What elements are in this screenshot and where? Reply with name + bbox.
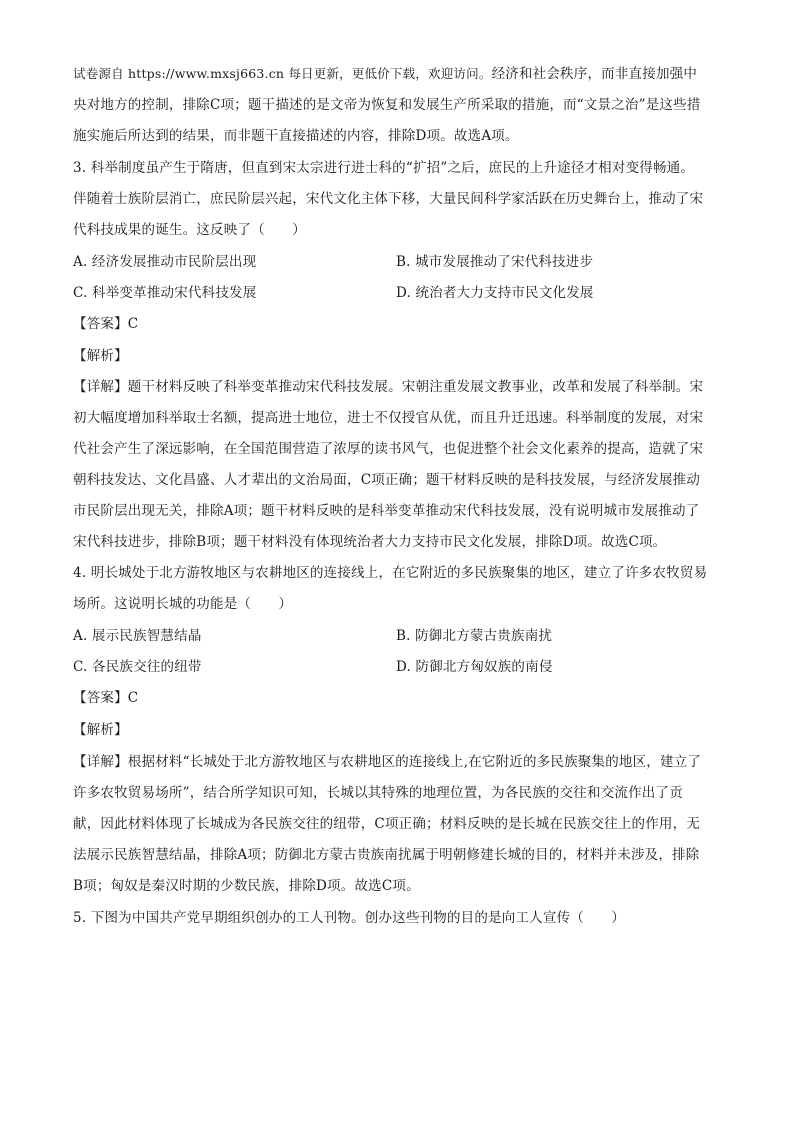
option-d: D. 统治者大力支持市民文化发展 [396, 285, 594, 301]
question-stem: 场所。这说明长城的功能是（ ） [73, 596, 293, 612]
detail-line: 朝科技发达、文化昌盛、人才辈出的文治局面，C项正确；题干材料反映的是科技发展，与经济发展推动 [73, 472, 701, 488]
continuation-line: 央对地方的控制，排除C项；题干描述的是文帝为恢复和发展生产所采取的措施，而“文景之治”是这些措 [73, 97, 701, 113]
continuation-line: 施实施后所达到的结果，而非题干直接描述的内容，排除D项。故选A项。 [73, 128, 519, 144]
detail-line: 许多农牧贸易场所”，结合所学知识可知，长城以其特殊的地理位置，为各民族的交往和交流作出了贡 [73, 785, 683, 801]
analysis-label: 【解析】 [73, 722, 128, 738]
option-b: B. 城市发展推动了宋代科技进步 [396, 254, 594, 270]
detail-line: B项；匈奴是秦汉时期的少数民族，排除D项。故选C项。 [73, 878, 420, 894]
option-a: A. 展示民族智慧结晶 [73, 628, 202, 644]
analysis-label: 【解析】 [73, 348, 128, 364]
question-stem: 代科技成果的诞生。这反映了（ ） [73, 222, 306, 238]
option-a: A. 经济发展推动市民阶层出现 [73, 254, 257, 270]
detail-line: 【详解】题干材料反映了科举变革推动宋代科技发展。宋朝注重发展文教事业，改革和发展了科举制。宋 [73, 379, 704, 395]
source-notice: 试卷源自 https://www.mxsj663.cn 每日更新，更低价下载，欢迎访问。 [73, 66, 492, 81]
detail-line: 宋代科技进步，排除B项；题干材料没有体现统治者大力支持市民文化发展，排除D项。故选C项。 [73, 534, 667, 550]
answer-line: 【答案】C [73, 316, 139, 332]
detail-line: 献，因此材料体现了长城成为各民族交往的纽带，C项正确；材料反映的是长城在民族交往上的作用，无 [73, 816, 701, 832]
detail-line: 代社会产生了深远影响，在全国范围营造了浓厚的读书风气，也促进整个社会文化素养的提高，造就了宋 [73, 441, 704, 457]
continuation-text: 经济和社会秩序，而非直接加强中 [491, 66, 698, 82]
option-c: C. 科举变革推动宋代科技发展 [73, 285, 257, 301]
detail-line: 市民阶层出现无关，排除A项；题干材料反映的是科举变革推动宋代科技发展，没有说明城市发展推动了 [73, 503, 700, 519]
detail-line: 初大幅度增加科举取士名额，提高进士地位，进士不仅授官从优，而且升迁迅速。科举制度的发展，对宋 [73, 410, 704, 426]
option-d: D. 防御北方匈奴族的南侵 [396, 659, 553, 675]
header-line [73, 64, 723, 84]
option-c: C. 各民族交往的纽带 [73, 659, 202, 675]
detail-line: 【详解】根据材料“长城处于北方游牧地区与农耕地区的连接线上,在它附近的多民族聚集的地区，建立了 [73, 754, 702, 770]
question-stem: 4. 明长城处于北方游牧地区与农耕地区的连接线上，在它附近的多民族聚集的地区，建立了许多农牧贸易 [73, 565, 708, 581]
question-stem: 伴随着士族阶层消亡，庶民阶层兴起，宋代文化主体下移，大量民间科学家活跃在历史舞台上，推动了宋 [73, 191, 704, 207]
answer-line: 【答案】C [73, 690, 139, 706]
question-stem: 3. 科举制度虽产生于隋唐，但直到宋太宗进行进士科的“扩招”之后，庶民的上升途径才相对变得畅通。 [73, 160, 695, 176]
option-b: B. 防御北方蒙古贵族南扰 [396, 628, 553, 644]
question-stem: 5. 下图为中国共产党早期组织创办的工人刊物。创办这些刊物的目的是向工人宣传（ ） [73, 910, 626, 926]
detail-line: 法展示民族智慧结晶，排除A项；防御北方蒙古贵族南扰属于明朝修建长城的目的，材料并未涉及，排除 [73, 847, 700, 863]
